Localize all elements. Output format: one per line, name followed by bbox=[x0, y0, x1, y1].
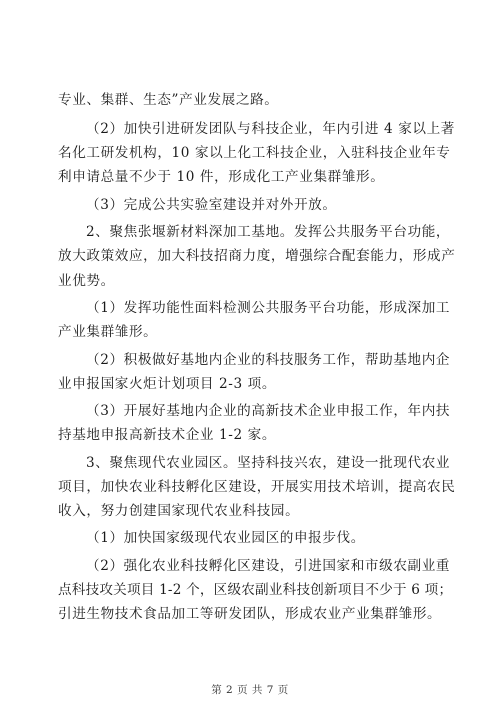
text-line-4: 利申请总量不少于 10 件，形成化工产业集群雏形。 bbox=[58, 169, 385, 185]
text-line-16: 项目，加快农业科技孵化区建设，开展实用技术培训，提高农民 bbox=[58, 479, 456, 495]
page-number-footer: 第 2 页 共 7 页 bbox=[211, 684, 289, 696]
text-line-8: 业优势。 bbox=[58, 273, 115, 289]
text-line-6: 2、聚焦张堰新材料深加工基地。发挥公共服务平台功能， bbox=[86, 224, 451, 240]
text-line-14: 持基地申报高新技术企业 1-2 家。 bbox=[58, 427, 277, 443]
text-line-15: 3、聚焦现代农业园区。坚持科技兴农，建设一批现代农业 bbox=[86, 455, 451, 471]
text-line-3: 名化工研发机构，10 家以上化工科技企业，入驻科技企业年专 bbox=[58, 145, 451, 161]
text-line-1: 专业、集群、生态”产业发展之路。 bbox=[58, 92, 279, 108]
text-line-18: （1）加快国家级现代农业园区的申报步伐。 bbox=[86, 530, 365, 546]
text-line-21: 引进生物技术食品加工等研发团队，形成农业产业集群雏形。 bbox=[58, 606, 442, 622]
text-line-19: （2）强化农业科技孵化区建设，引进国家和市级农副业重 bbox=[86, 558, 451, 574]
text-line-13: （3）开展好基地内企业的高新技术企业申报工作，年内扶 bbox=[86, 403, 451, 419]
text-line-7: 放大政策效应，加大科技招商力度，增强综合配套能力，形成产 bbox=[58, 248, 456, 264]
text-line-20: 点科技攻关项目 1-2 个，区级农副业科技创新项目不少于 6 项； bbox=[58, 582, 453, 598]
text-line-9: （1）发挥功能性面料检测公共服务平台功能，形成深加工 bbox=[86, 300, 451, 316]
text-line-12: 业申报国家火炬计划项目 2-3 项。 bbox=[58, 376, 277, 392]
text-line-2: （2）加快引进研发团队与科技企业，年内引进 4 家以上著 bbox=[86, 121, 455, 137]
text-line-11: （2）积极做好基地内企业的科技服务工作，帮助基地内企 bbox=[86, 352, 451, 368]
text-line-5: （3）完成公共实验室建设并对外开放。 bbox=[86, 197, 337, 213]
text-line-17: 收入，努力创建国家现代农业科技园。 bbox=[58, 503, 300, 519]
text-line-10: 产业集群雏形。 bbox=[58, 324, 158, 340]
